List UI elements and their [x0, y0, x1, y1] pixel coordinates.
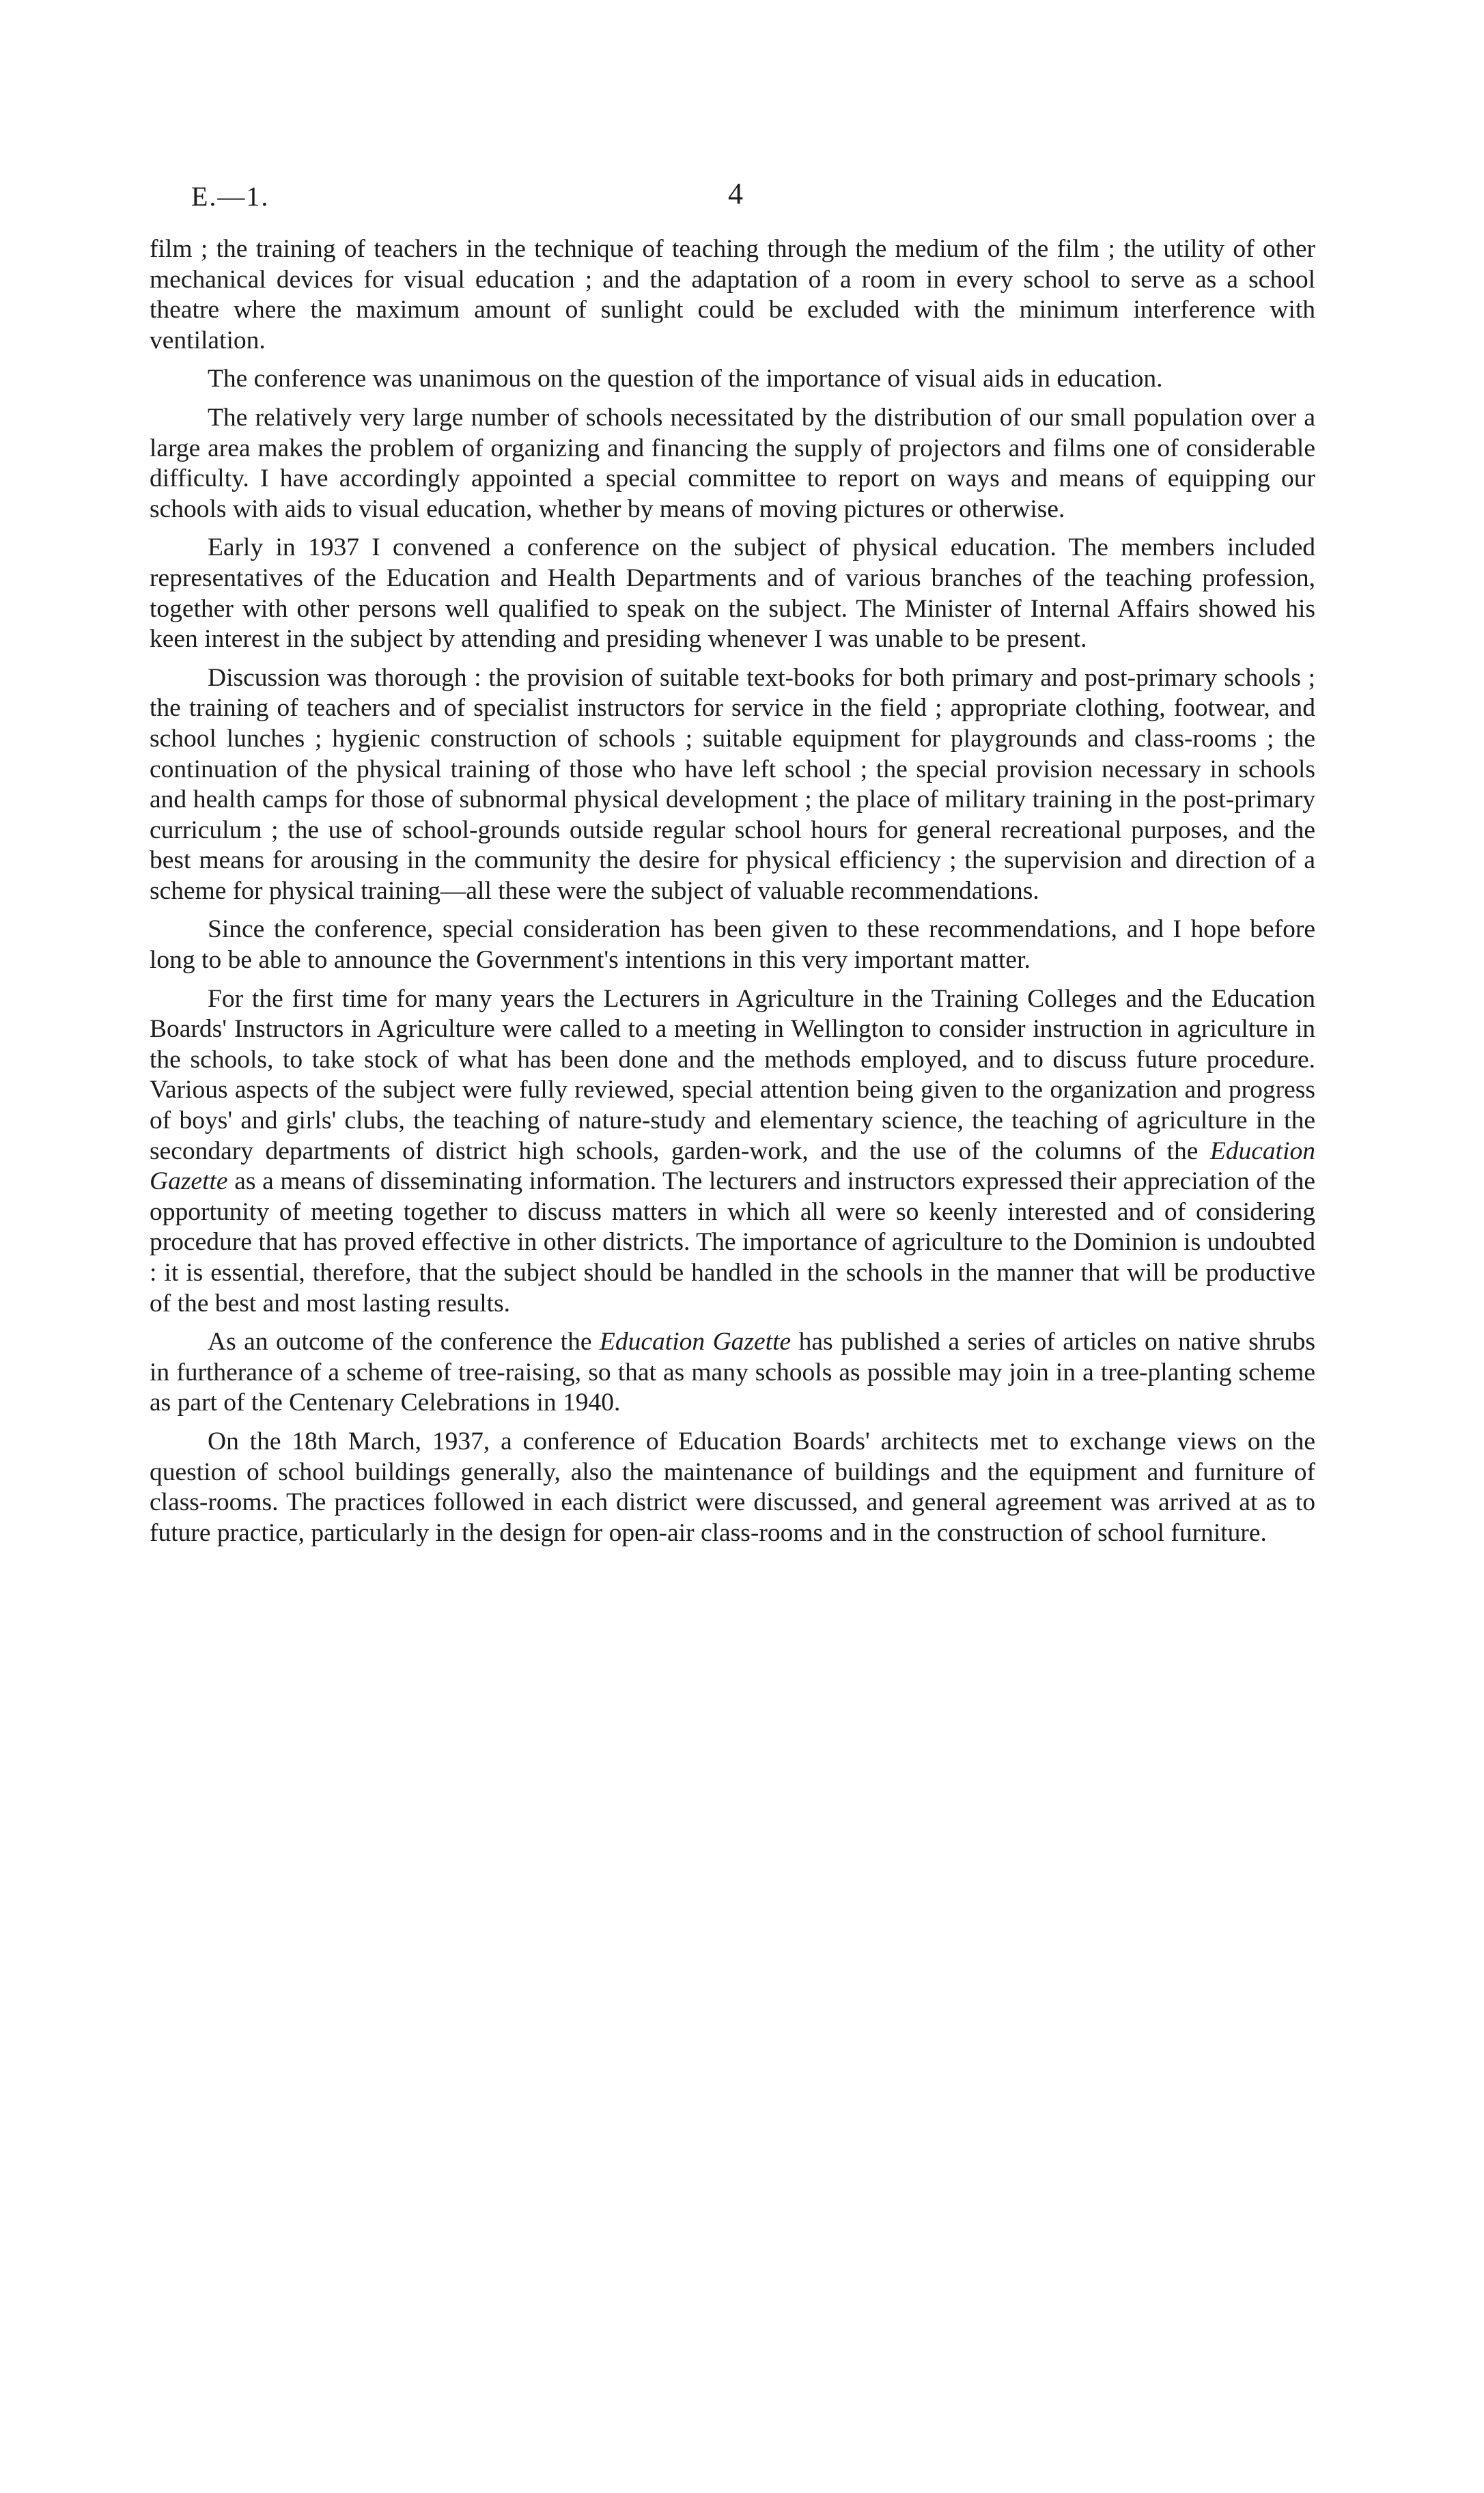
document-reference: E.—1. [191, 181, 270, 212]
paragraph-discussion: Discussion was thorough : the provision of suitable text-books for both primary and post-primary schools ; the training of teachers and of specialist instructors for service in the field ; appropriate clothing, footwear, and school lunches ; hygienic construction of schools ; suitable equipment for playgrounds and class-rooms ; the continuation of the physical training of those who have left school ; the special provision necessary in schools and health camps for those of subnormal physical development ; the place of military training in the post-primary curriculum ; the use of school-grounds outside regular school hours for general recreational purposes, and the best means for arousing in the community the desire for physical efficiency ; the supervision and direction of a scheme for physical training—all these were the subject of valuable recommendations. [150, 663, 1315, 905]
paragraph-agriculture-part-2: as a means of disseminating information. The lecturers and instructors expressed their appreciation of the opportunity of meeting together to discuss matters in which all were so keenly interested and of considering procedure that has proved effective in other districts. The importance of agriculture to the Dominion is undoubted : it is essential, therefore, that the subject should be handled in the schools in the manner that will be productive of the best and most lasting results. [150, 1167, 1315, 1318]
education-gazette-title: Education Gazette [150, 1137, 1315, 1196]
paragraph-conference-unanimous: The conference was unanimous on the question of the importance of visual aids in education. [208, 365, 1163, 393]
paragraph-agriculture-part-1: For the first time for many years the Lecturers in Agriculture in the Training Colleges and the Education Boards' Instructors in Agriculture were called to a meeting in Wellington to consider instruction in agriculture in the schools, to take stock of what has been done and the methods employed, and to discuss future procedure. Various aspects of the subject were fully reviewed, special attention being given to the organization and progress of boys' and girls' clubs, the teaching of nature-study and elementary science, the teaching of agriculture in the secondary departments of district high schools, garden-work, and the use of the columns of the [150, 984, 1315, 1165]
paragraph-native-shrubs-part-2: has published a series of articles on native shrubs in furtherance of a scheme of tree-raising, so that as many schools as possible may join in a tree-planting scheme as part of the Centenary Celebrations in 1940. [150, 1328, 1315, 1417]
paragraph-agriculture [150, 984, 1315, 1320]
education-gazette-title: Education Gazette [599, 1328, 792, 1356]
paragraph-physical-education-conference: Early in 1937 I convened a conference on the subject of physical education. The members included representatives of the Education and Health Departments and of various branches of the teaching profession, together with other persons well qualified to speak on the subject. The Minister of Internal Affairs showed his keen interest in the subject by attending and presiding whenever I was unable to be present. [150, 533, 1315, 654]
paragraph-native-shrubs [150, 1327, 1315, 1419]
paragraph-recommendations: Since the conference, special consideration has been given to these recommendations, and I hope before long to be able to announce the Government's intentions in this very important matter. [150, 915, 1315, 975]
paragraph-visual-education-continued: film ; the training of teachers in the technique of teaching through the medium of the film ; the utility of other mechanical devices for visual education ; and the adaptation of a room in every school to serve as a school theatre where the maximum amount of sunlight could be excluded with the minimum interference with ventilation. [150, 235, 1315, 354]
paragraph-architects-conference: On the 18th March, 1937, a conference of Education Boards' architects met to exchange views on the question of school buildings generally, also the maintenance of buildings and the equipment and furniture of class-rooms. The practices followed in each district were discussed, and general agreement was arrived at as to future practice, particularly in the design for open-air class-rooms and in the construction of school furniture. [150, 1427, 1315, 1547]
page-number: 4 [728, 177, 743, 210]
body-text [150, 234, 1315, 1557]
paragraph-projectors-committee: The relatively very large number of schools necessitated by the distribution of our small population over a large area makes the problem of organizing and financing the supply of projectors and films one of considerable difficulty. I have accordingly appointed a special committee to report on ways and means of equipping our schools with aids to visual education, whether by means of moving pictures or otherwise. [150, 403, 1315, 523]
paragraph-native-shrubs-part-1: As an outcome of the conference the [208, 1328, 600, 1356]
